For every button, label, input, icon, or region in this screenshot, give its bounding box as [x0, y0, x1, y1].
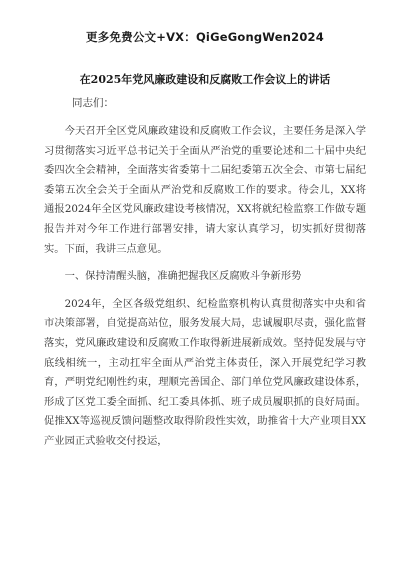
document-title: 在2025年党风廉政建设和反腐败工作会议上的讲话: [79, 73, 331, 86]
section-heading: 一、保持清醒头脑，准确把握我区反腐败斗争新形势: [64, 270, 302, 283]
greeting: 同志们：: [72, 97, 114, 109]
document-body: [44, 122, 366, 452]
paragraph: 今天召开全区党风廉政建设和反腐败工作会议，主要任务是深入学习贯彻落实习近平总书记关于全面从严治党的重要论述和二十届中央纪委四次全会精神，全面落实省委第十二届纪委第五次全会、市第七届纪委第五次全会关于全面从严治党和反腐败工作的要求。待会儿，XX将通报2024年全区党风廉政建设考核情况，XX将就纪检监察工作做专题报告并对今年工作进行部署安排，请大家认真学习，切实抓好贯彻落实。下面，我讲三点意见。: [44, 125, 366, 255]
paragraph: 2024年，全区各级党组织、纪检监察机构认真贯彻落实中央和省市决策部署，自觉提高站位，服务发展大局，忠诚履职尽责，强化监督落实，党风廉政建设和反腐败工作取得新进展新成效。坚持促发展与守底线相统一，主动扛牢全面从严治党主体责任，深入开展党纪学习教育，严明党纪刚性约束，理顺完善国企、部门单位党风廉政建设体系，形成了区党工委全面抓、纪工委具体抓、班子成员履职抓的良好局面。促推XX等巡视反馈问题整改取得阶段性实效，助推省十大产业项目XX产业园正式验收交付投运，: [44, 297, 366, 447]
promo-header: 更多免费公文+VX：QiGeGongWen2024: [86, 30, 324, 44]
